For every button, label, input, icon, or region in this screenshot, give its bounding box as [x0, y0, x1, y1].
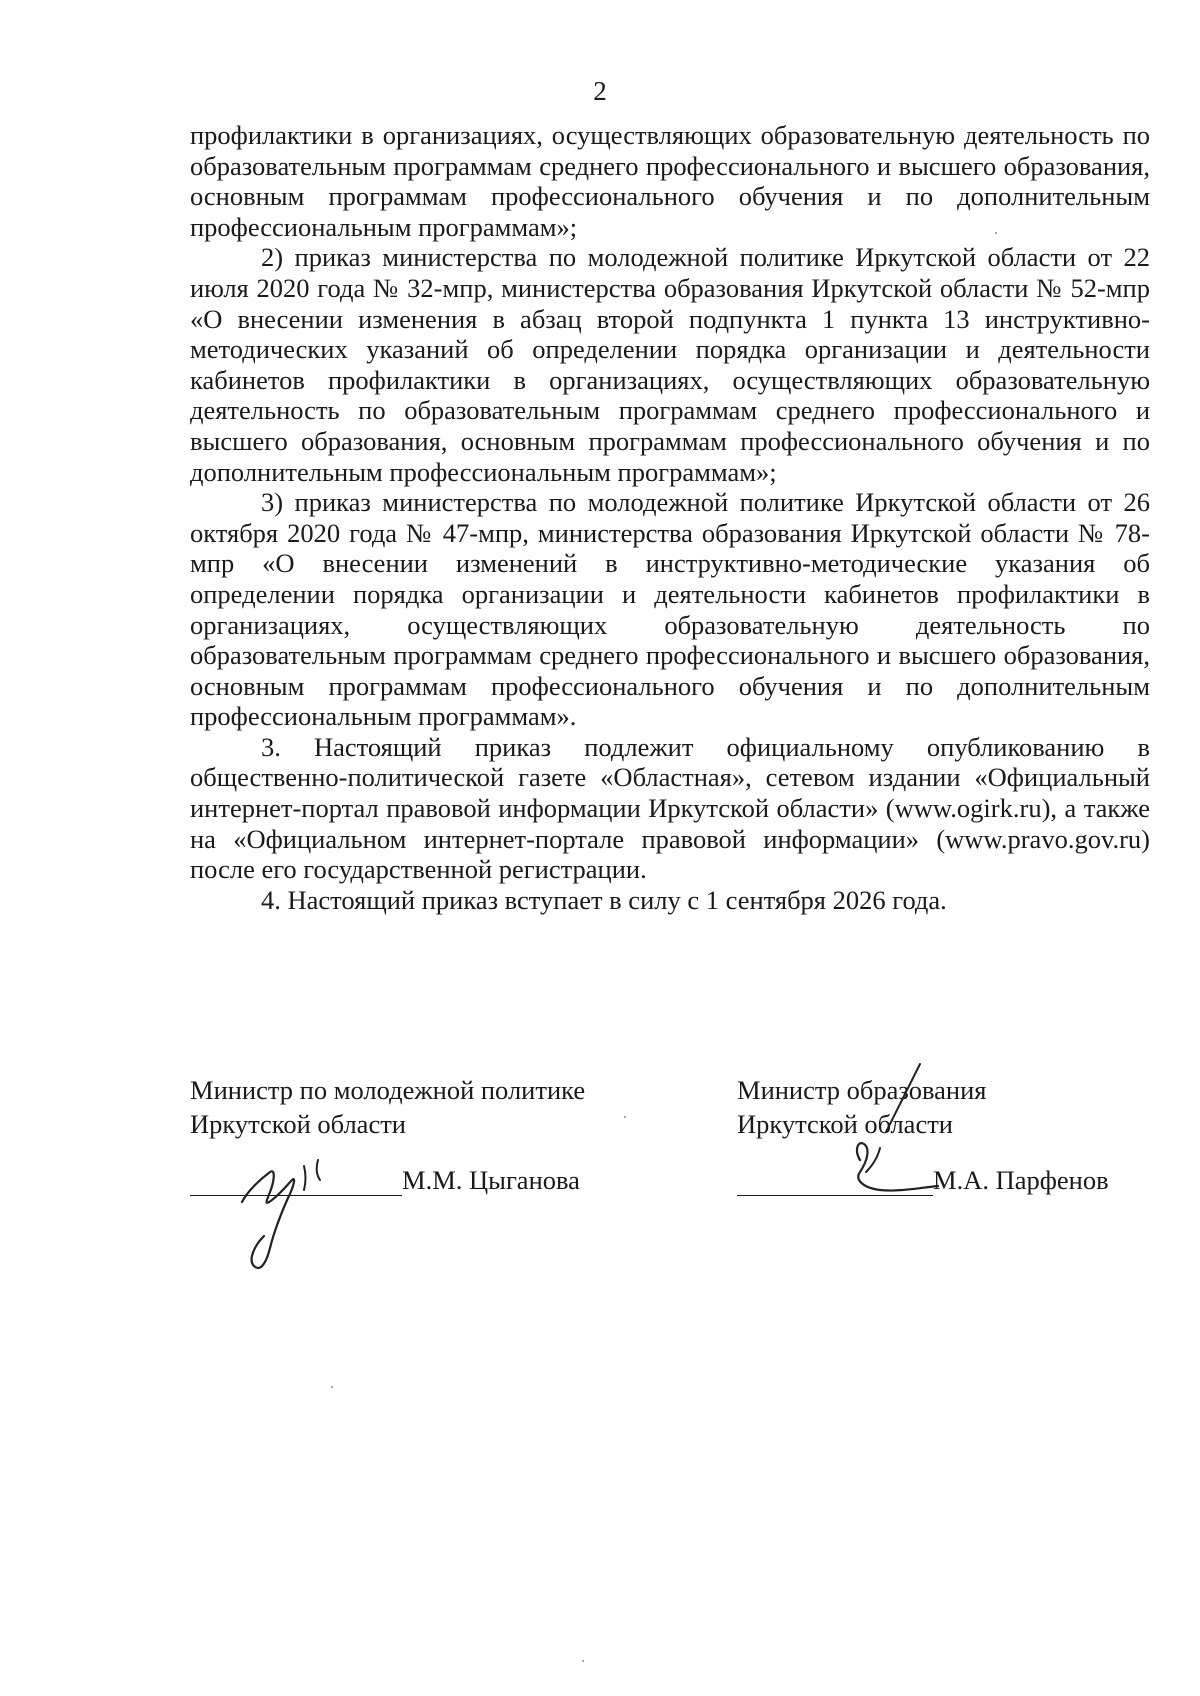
paragraph: 3. Настоящий приказ подлежит официальному опубликованию в общественно-политической газете «Областная», сетевом издании «Официальный интернет-портал правовой информации Иркутской области» (www.ogirk.ru), а также на «Официальном интернет-портале правовой информации» (www.pravo.gov.ru) после его государственной регистрации.: [190, 731, 1150, 885]
signatory-title-line: Иркутской области: [190, 1109, 406, 1139]
scan-speck: [624, 1116, 626, 1118]
signatory-name: М.М. Цыганова: [402, 1165, 580, 1195]
page-number: 2: [593, 76, 607, 106]
paragraph: профилактики в организациях, осуществляющих образовательную деятельность по образовательным программам среднего профессионального и высшего образования, основным программам профессионального обучения и по дополнительным профессиональным программам»;: [190, 120, 1150, 242]
paragraph: 4. Настоящий приказ вступает в силу с 1 сентября 2026 года.: [261, 884, 947, 915]
handwritten-signature-right: [820, 1060, 950, 1200]
scan-speck: [331, 1386, 333, 1388]
scan-speck: [995, 232, 997, 234]
signatory-title-line: Министр образования: [737, 1075, 987, 1105]
paragraph: 2) приказ министерства по молодежной политике Иркутской области от 22 июля 2020 года № 32-мпр, министерства образования Иркутской области № 52-мпр «О внесении изменения в абзац второй подпункта 1 пункта 13 инструктивно-методических указаний об определении порядка организации и деятельности кабинетов профилактики в организациях, осуществляющих образовательную деятельность по образовательным программам среднего профессионального и высшего образования, основным программам профессионального обучения и по дополнительным профессиональным программам»;: [190, 242, 1150, 487]
paragraph: 3) приказ министерства по молодежной политике Иркутской области от 26 октября 2020 года № 47-мпр, министерства образования Иркутской области № 78-мпр «О внесении изменений в инструктивно-методические указания об определении порядка организации и деятельности кабинетов профилактики в организациях, осуществляющих образовательную деятельность по образовательным программам среднего профессионального и высшего образования, основным программам профессионального обучения и по дополнительным профессиональным программам».: [190, 487, 1150, 732]
scan-speck: [582, 1660, 584, 1662]
signatory-title-line: Иркутской области: [737, 1109, 953, 1139]
signatory-title-line: Министр по молодежной политике: [190, 1075, 586, 1105]
signatory-name: М.А. Парфенов: [933, 1165, 1109, 1195]
document-body: [190, 120, 1150, 915]
signature-block-left: [190, 1073, 650, 1141]
handwritten-signature-left: [230, 1150, 340, 1280]
